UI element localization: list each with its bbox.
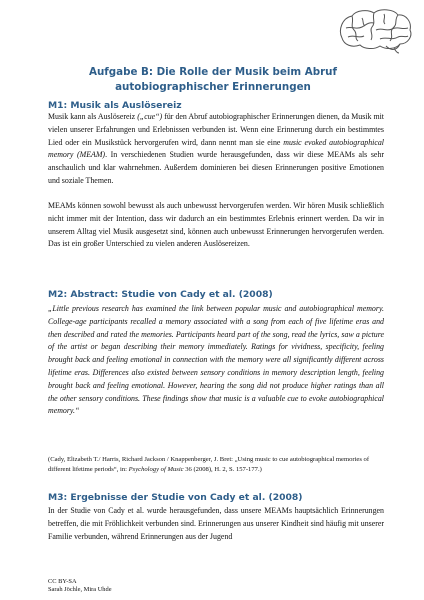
page-title: Aufgabe B: Die Rolle der Musik beim Abruf autobiographischer Erinnerungen (89, 66, 337, 93)
citation-text: 36 (2008), H. 2, S. 157-177.) (183, 465, 262, 473)
citation (48, 455, 384, 474)
citation-text: (Cady, Elizabeth T./ Harris, Richard Jackson / Knappenberger, J. Bret: „Using music to cue autobiographical memories of different lifetime periods“, in: (48, 456, 370, 473)
footer-license: CC BY-SA (48, 578, 77, 585)
paragraph-m1-2: MEAMs können sowohl bewusst als auch unbewusst hervorgerufen werden. Wir hören Musik schließlich nicht immer mit der Intention, dass wir dadurch an ein bestimmtes Erlebnis erinnert werden. Da wir in unserem Alltag viel Musik ausgesetzt sind, können auch unbewusst Erinnerungen hervorgerufen werden. Das ist ein großer Unterschied zu vielen anderen Auslösereizen. (48, 201, 384, 249)
abstract-quote: „Little previous research has examined the link between popular music and autobiographical memory. College-age participants recalled a memory associated with a song from each of five lifetime eras and then described and rated the memories. Participants heard part of the song, read the lyrics, saw a picture of the artist or began describing their memory immediately. Ratings for vividness, specificity, feeling brought back and feeling emotional in connection with the memory were all significantly different across lifetime eras. Differences also existed between sensory conditions in memory description length, feeling brought back and feeling emotional. However, hearing the song did not produce higher ratings than all the other sensory conditions. These findings show that music is a valuable cue to evoke autobiographical memory.“ (48, 304, 384, 416)
section-heading-m2: M2: Abstract: Studie von Cady et al. (2008) (48, 289, 273, 300)
footer-authors: Sarah Jöchle, Mira Uhde (48, 586, 112, 593)
paragraph-text: für den Abruf autobiographischer Erinnerungen dienen, da Musik mit vielen unserer Erfahrungen und Erlebnissen verbunden ist. Wenn eine Erinnerung durch ein bestimmtes Lied oder ein Musikstück hervorgerufen wird, dann nennt man sie eine (48, 112, 384, 147)
footer (48, 578, 248, 594)
citation-journal: Psychology of Music (128, 465, 184, 473)
section-heading-m3: M3: Ergebnisse der Studie von Cady et al. (2008) (48, 492, 303, 503)
paragraph-m1-1 (48, 111, 384, 188)
paragraph-text: . In verschiedenen Studien wurde herausgefunden, dass wir diese MEAMs als sehr anschaulich und klar wahrnehmen. Außerdem dominieren bei diesen Erinnerungen positive Emotionen und soziale Themen. (48, 150, 384, 185)
paragraph-text: Musik kann als Auslösereiz (48, 112, 138, 121)
section-heading-m1: M1: Musik als Auslösereiz (48, 100, 182, 111)
brain-icon (336, 8, 414, 54)
cue-term: („cue“) (137, 112, 163, 121)
meam-term: music evoked autobiographical memory (MEAM) (48, 137, 384, 160)
paragraph-m3: In der Studie von Cady et al. wurde herausgefunden, dass unsere MEAMs hauptsächlich Erinnerungen betreffen, die mit Fröhlichkeit verbunden sind. Erinnerungen aus unserer Kindheit sind häufig mit unserer Familie verbunden, während Erinnerungen aus der Jugend (48, 506, 384, 541)
